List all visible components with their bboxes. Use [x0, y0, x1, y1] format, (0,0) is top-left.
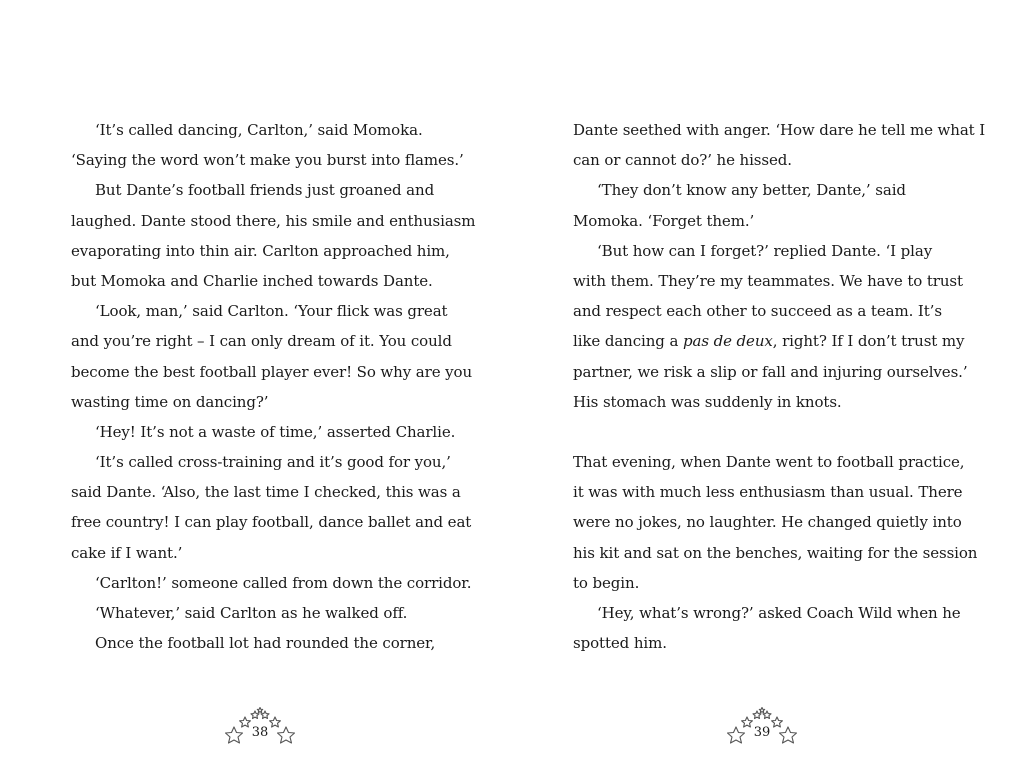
text-line: ‘They don’t know any better, Dante,’ said: [597, 181, 906, 200]
text-line: ‘Hey, what’s wrong?’ asked Coach Wild when he: [597, 604, 961, 622]
text-line: his kit and sat on the benches, waiting for the session: [573, 543, 978, 562]
text-line: with them. They’re my teammates. We have to trust: [573, 271, 963, 290]
text-line: ‘But how can I forget?’ replied Dante. ‘I play: [597, 241, 933, 260]
text-line: Once the football lot had rounded the corner,: [95, 634, 436, 653]
right-page-text: [573, 115, 985, 658]
text-line: cake if I want.’: [71, 543, 183, 562]
text-run: like dancing a: [573, 332, 683, 351]
text-run: , right? If I don’t trust my: [772, 332, 965, 351]
page-number: 38: [251, 725, 269, 740]
text-line: but Momoka and Charlie inched towards Dante.: [71, 271, 433, 290]
text-line: ‘Whatever,’ said Carlton as he walked off.: [95, 604, 408, 622]
text-line: spotted him.: [573, 634, 667, 653]
italic-phrase: pas de deux: [682, 332, 773, 351]
text-line: to begin.: [573, 573, 640, 592]
text-line: Momoka. ‘Forget them.’: [573, 211, 755, 230]
text-line: and respect each other to succeed as a team. It’s: [573, 302, 942, 321]
text-line: free country! I can play football, dance ballet and eat: [71, 513, 472, 532]
text-line: His stomach was suddenly in knots.: [573, 392, 842, 411]
text-line: and you’re right – I can only dream of it. You could: [71, 332, 452, 351]
text-line: were no jokes, no laughter. He changed quietly into: [573, 513, 962, 532]
text-line: can or cannot do?’ he hissed.: [573, 151, 792, 170]
text-line: But Dante’s football friends just groaned and: [95, 181, 435, 200]
text-line: it was with much less enthusiasm than usual. There: [573, 483, 963, 502]
text-line: Dante seethed with anger. ‘How dare he tell me what I: [573, 121, 986, 139]
page-number: 39: [753, 725, 771, 740]
text-line: said Dante. ‘Also, the last time I checked, this was a: [71, 483, 461, 502]
right-page: [510, 0, 1020, 783]
text-line: [573, 326, 985, 356]
text-line: ‘It’s called dancing, Carlton,’ said Momoka.: [95, 121, 423, 139]
text-line: ‘It’s called cross-training and it’s good for you,’: [95, 453, 451, 472]
text-line: ‘Saying the word won’t make you burst into flames.’: [71, 151, 464, 170]
page-number-folio: [215, 707, 305, 751]
section-break: [573, 417, 985, 447]
text-line: evaporating into thin air. Carlton approached him,: [71, 241, 450, 260]
left-page-text: [71, 115, 475, 658]
text-line: partner, we risk a slip or fall and injuring ourselves.’: [573, 362, 968, 381]
text-line: ‘Carlton!’ someone called from down the corridor.: [95, 573, 472, 592]
text-line: ‘Hey! It’s not a waste of time,’ asserted Charlie.: [95, 422, 456, 441]
text-line: ‘Look, man,’ said Carlton. ‘Your flick was great: [95, 302, 448, 321]
text-line: become the best football player ever! So why are you: [71, 362, 473, 381]
text-line: wasting time on dancing?’: [71, 392, 269, 411]
text-line: That evening, when Dante went to football practice,: [573, 453, 965, 472]
text-line: laughed. Dante stood there, his smile and enthusiasm: [71, 211, 476, 230]
page-number-folio: [717, 707, 807, 751]
